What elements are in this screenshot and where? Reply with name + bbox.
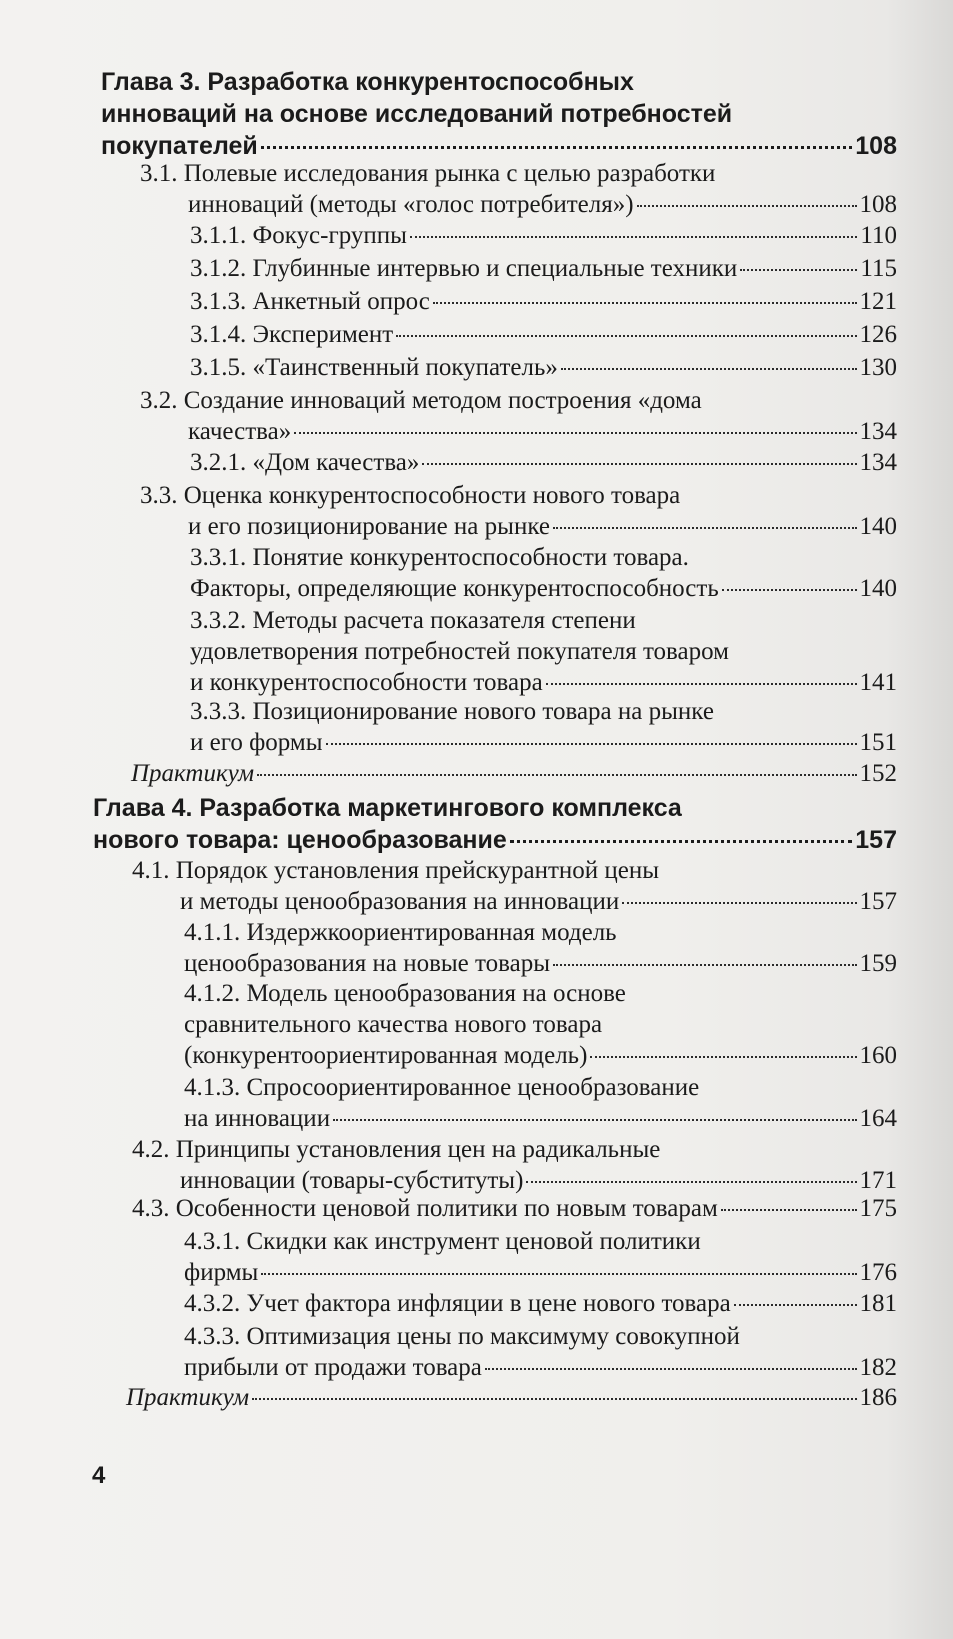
toc-entry-title: Практикум <box>131 760 255 787</box>
toc-page-number: 175 <box>859 1195 897 1222</box>
toc-page-number: 134 <box>859 449 897 476</box>
toc-entry-title: 4.2. Принципы установления цен на радикальные <box>132 1136 661 1163</box>
dot-leader <box>637 205 857 207</box>
dot-leader <box>294 432 856 434</box>
toc-page-number: 157 <box>855 826 897 854</box>
toc-entry-title: покупателей <box>101 132 258 160</box>
toc-page-number: 176 <box>859 1259 897 1286</box>
dot-leader <box>590 1056 856 1058</box>
toc-entry-chapter[interactable] <box>101 66 897 162</box>
toc-entry-title: на инновации <box>184 1105 331 1132</box>
toc-page-number: 108 <box>855 132 897 160</box>
toc-entry-subsection[interactable] <box>190 220 897 251</box>
toc-entry-section[interactable] <box>132 1134 897 1196</box>
toc-page-number: 181 <box>859 1290 897 1317</box>
toc-entry-subsection[interactable] <box>190 542 897 604</box>
dot-leader <box>553 964 857 966</box>
dot-leader <box>740 269 857 271</box>
dot-leader <box>546 683 857 685</box>
toc-page-number: 186 <box>859 1384 897 1411</box>
toc-page-number: 159 <box>859 950 897 977</box>
toc-entry-title: 3.3.1. Понятие конкурентоспособности товара. <box>190 544 689 571</box>
toc-entry-subsection[interactable] <box>190 352 897 383</box>
dot-leader <box>433 302 857 304</box>
toc-entry-subsection[interactable] <box>184 1321 897 1383</box>
dot-leader <box>257 774 856 776</box>
toc-page-number: 110 <box>860 222 897 249</box>
toc-entry-title: инновации (товары-субституты) <box>180 1167 524 1194</box>
toc-entry-title: (конкурентоориентированная модель) <box>184 1042 588 1069</box>
toc-entry-subsection[interactable] <box>190 253 897 284</box>
dot-leader <box>261 146 853 149</box>
dot-leader <box>252 1398 856 1400</box>
dot-leader <box>261 1273 856 1275</box>
toc-entry-title: 4.3.2. Учет фактора инфляции в цене нового товара <box>184 1290 731 1317</box>
toc-entry-title: 3.1.5. «Таинственный покупатель» <box>190 354 558 381</box>
toc-page-number: 134 <box>859 418 897 445</box>
dot-leader <box>622 902 856 904</box>
toc-entry-title: Глава 4. Разработка маркетингового комплекса <box>93 794 682 822</box>
toc-page-number: 151 <box>859 729 897 756</box>
toc-entry-subsection[interactable] <box>190 447 897 478</box>
toc-page-number: 160 <box>859 1042 897 1069</box>
toc-entry-section[interactable] <box>140 385 897 447</box>
toc-entry-title: Практикум <box>126 1384 250 1411</box>
toc-page-number: 140 <box>859 513 897 540</box>
toc-entry-title: 4.3.1. Скидки как инструмент ценовой политики <box>184 1228 701 1255</box>
toc-page-number: 121 <box>859 288 897 315</box>
toc-entry-title: 4.1.3. Спросоориентированное ценообразование <box>184 1074 700 1101</box>
toc-entry-title: нового товара: ценообразование <box>93 826 507 854</box>
toc-entry-section[interactable] <box>140 158 897 220</box>
dot-leader <box>396 335 856 337</box>
toc-entry-subsection[interactable] <box>190 286 897 317</box>
toc-page-number: 164 <box>859 1105 897 1132</box>
toc-entry-title: сравнительного качества нового товара <box>184 1011 603 1038</box>
toc-entry-subsection[interactable] <box>184 917 897 979</box>
toc-entry-title: 3.3. Оценка конкурентоспособности нового товара <box>140 482 681 509</box>
toc-entry-subsection[interactable] <box>190 319 897 350</box>
toc-entry-title: 4.3. Особенности ценовой политики по новым товарам <box>132 1195 718 1222</box>
dot-leader <box>553 527 857 529</box>
toc-entry-section[interactable] <box>140 480 897 542</box>
toc-entry-subsection[interactable] <box>184 978 897 1071</box>
toc-entry-title: инноваций (методы «голос потребителя») <box>188 191 634 218</box>
toc-entry-title: Глава 3. Разработка конкурентоспособных <box>101 68 634 96</box>
dot-leader <box>526 1181 856 1183</box>
toc-entry-subsection[interactable] <box>190 605 897 698</box>
toc-entry-title: 4.1.2. Модель ценообразования на основе <box>184 980 626 1007</box>
toc-entry-title: 4.1.1. Издержкоориентированная модель <box>184 919 617 946</box>
dot-leader <box>333 1119 856 1121</box>
toc-entry-title: 3.1. Полевые исследования рынка с целью разработки <box>140 160 716 187</box>
toc-entry-subsection[interactable] <box>184 1072 897 1134</box>
dot-leader <box>510 840 852 843</box>
dot-leader <box>485 1368 857 1370</box>
toc-entry-title: качества» <box>188 418 292 445</box>
toc-page-number: 171 <box>859 1167 897 1194</box>
toc-entry-title: инноваций на основе исследований потребностей <box>101 100 733 128</box>
toc-entry-title: 3.2. Создание инноваций методом построения «дома <box>140 387 702 414</box>
toc-entry-title: и конкурентоспособности товара <box>190 669 543 696</box>
toc-entry-subsection[interactable] <box>184 1226 897 1288</box>
toc-page-number: 182 <box>859 1354 897 1381</box>
dot-leader <box>734 1304 857 1306</box>
toc-entry-practicum[interactable] <box>126 1382 897 1413</box>
toc-entry-title: 3.3.3. Позиционирование нового товара на рынке <box>190 698 714 725</box>
toc-page-number: 130 <box>859 354 897 381</box>
toc-entry-title: 4.1. Порядок установления прейскурантной цены <box>132 857 660 884</box>
page-number: 4 <box>92 1462 106 1489</box>
toc-page-number: 157 <box>859 888 897 915</box>
toc-page-number: 108 <box>859 191 897 218</box>
toc-entry-title: Факторы, определяющие конкурентоспособность <box>190 575 719 602</box>
toc-entry-title: 3.1.4. Эксперимент <box>190 321 394 348</box>
toc-entry-section[interactable] <box>132 1193 897 1224</box>
dot-leader <box>422 463 856 465</box>
toc-entry-title: и методы ценообразования на инновации <box>180 888 620 915</box>
dot-leader <box>561 368 857 370</box>
toc-entry-title: 3.3.2. Методы расчета показателя степени <box>190 607 636 634</box>
toc-entry-title: 3.1.3. Анкетный опрос <box>190 288 430 315</box>
toc-entry-title: 3.2.1. «Дом качества» <box>190 449 420 476</box>
toc-entry-title: 4.3.3. Оптимизация цены по максимуму совокупной <box>184 1323 740 1350</box>
toc-entry-title: 3.1.1. Фокус-группы <box>190 222 407 249</box>
dot-leader <box>410 236 857 238</box>
toc-entry-title: 3.1.2. Глубинные интервью и специальные техники <box>190 255 738 282</box>
toc-entry-chapter[interactable] <box>93 792 897 856</box>
dot-leader <box>721 1209 857 1211</box>
toc-entry-title: и его позиционирование на рынке <box>188 513 550 540</box>
toc-entry-practicum[interactable] <box>131 758 897 789</box>
toc-entry-title: фирмы <box>184 1259 259 1286</box>
toc-entry-title: прибыли от продажи товара <box>184 1354 482 1381</box>
toc-page-number: 126 <box>859 321 897 348</box>
toc-entry-title: ценообразования на новые товары <box>184 950 550 977</box>
toc-entry-title: и его формы <box>190 729 323 756</box>
toc-entry-section[interactable] <box>132 855 897 917</box>
dot-leader <box>722 589 857 591</box>
toc-page-number: 115 <box>860 255 897 282</box>
toc-entry-subsection[interactable] <box>190 696 897 758</box>
dot-leader <box>326 743 857 745</box>
toc-entry-title: удовлетворения потребностей покупателя товаром <box>190 638 729 665</box>
toc-page-number: 152 <box>859 760 897 787</box>
toc-entry-subsection[interactable] <box>184 1288 897 1319</box>
toc-page-number: 141 <box>859 669 897 696</box>
toc-page-number: 140 <box>859 575 897 602</box>
